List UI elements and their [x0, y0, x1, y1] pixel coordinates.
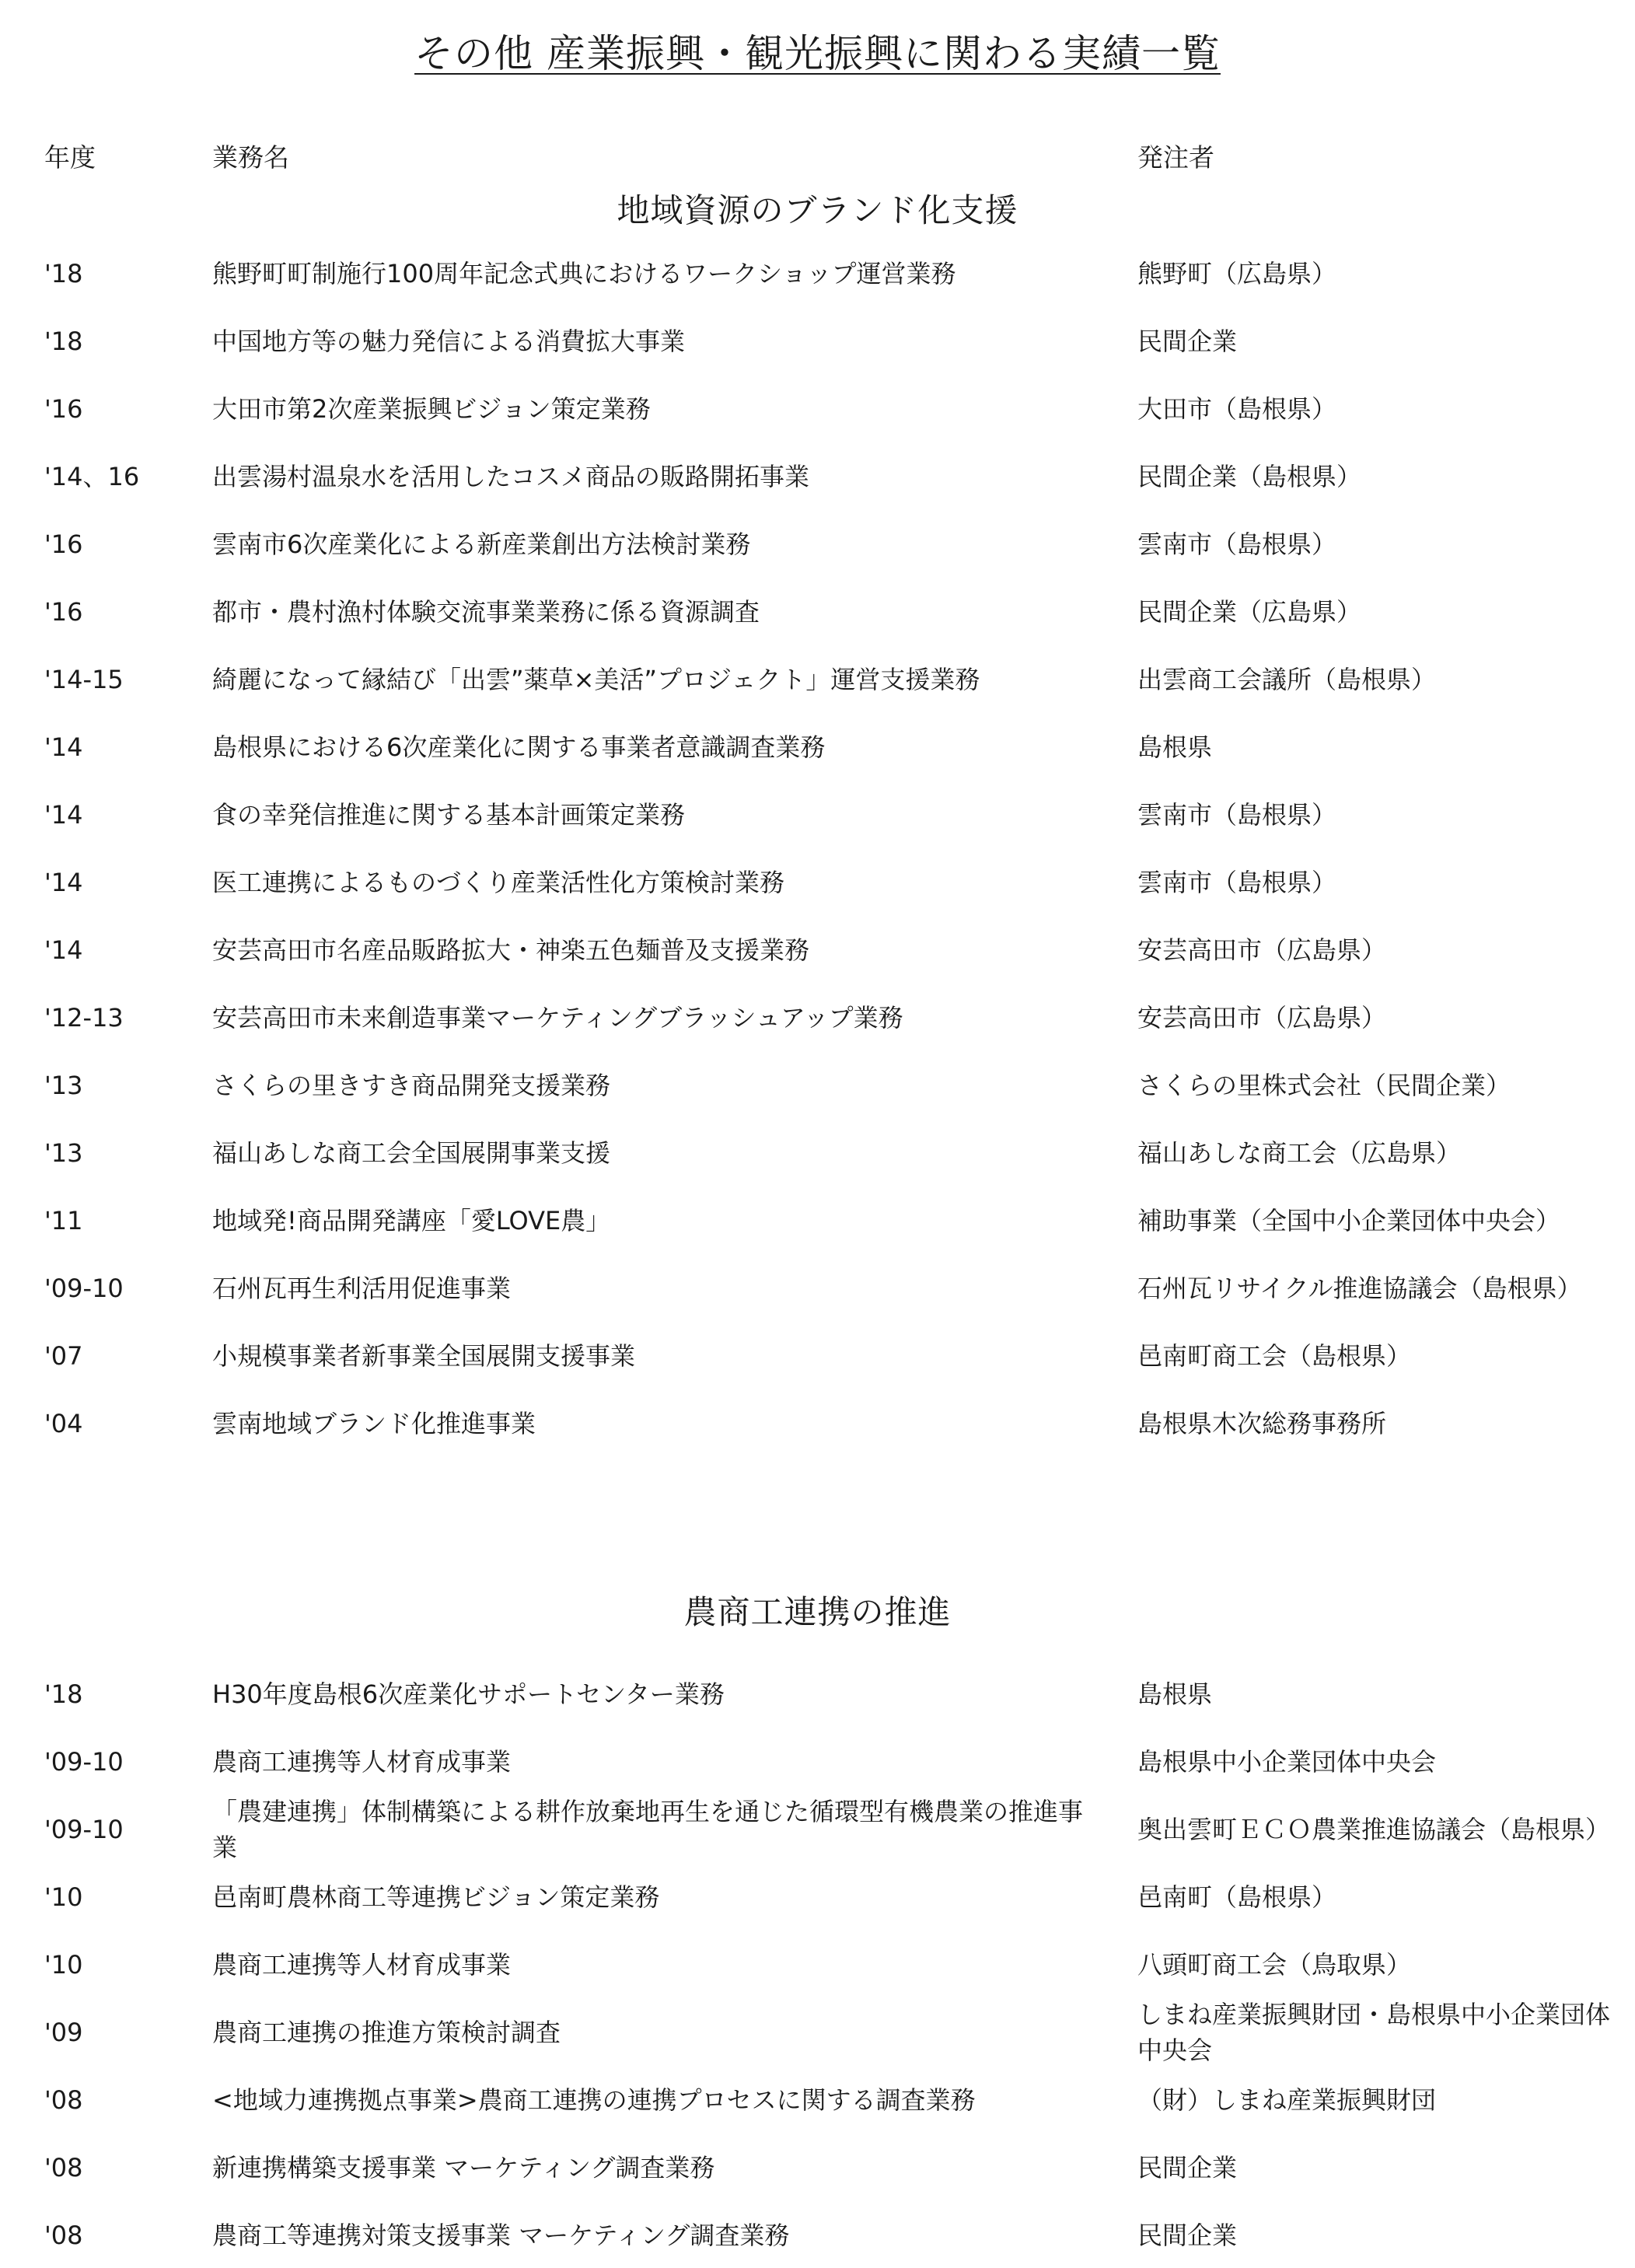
cell-task: 農商工等連携対策支援事業 マーケティング調査業務: [212, 2221, 790, 2250]
cell-year: '10: [44, 1950, 83, 1980]
cell-task: 小規模事業者新事業全国展開支援事業: [212, 1341, 636, 1371]
cell-client: 邑南町（島根県）: [1137, 1882, 1337, 1912]
table-row: [0, 581, 1635, 643]
cell-client: 安芸高田市（広島県）: [1137, 935, 1387, 965]
cell-year: '16: [44, 529, 83, 559]
cell-year: '16: [44, 597, 83, 627]
cell-client: 熊野町（広島県）: [1137, 259, 1337, 288]
cell-client: 出雲商工会議所（島根県）: [1137, 665, 1437, 694]
table-row: [0, 716, 1635, 778]
cell-task: 安芸高田市名産品販路拡大・神楽五色麺普及支援業務: [212, 935, 810, 965]
cell-year: '07: [44, 1341, 83, 1371]
cell-task: 福山あしな商工会全国展開事業支援: [212, 1138, 611, 1168]
cell-client: 安芸高田市（広島県）: [1137, 1003, 1387, 1033]
table-row: [0, 2204, 1635, 2266]
cell-year: '14: [44, 732, 83, 762]
cell-client: 民間企業: [1137, 2153, 1238, 2182]
cell-client: 雲南市（島根県）: [1137, 868, 1337, 897]
cell-year: '10: [44, 1882, 83, 1912]
cell-year: '04: [44, 1409, 83, 1438]
cell-client: 民間企業（広島県）: [1137, 597, 1362, 627]
cell-year: '14: [44, 800, 83, 830]
table-row: [0, 919, 1635, 981]
table-row: [0, 1731, 1635, 1793]
table-row: [0, 1663, 1635, 1725]
table-row: [0, 1934, 1635, 1996]
cell-client: さくらの里株式会社（民間企業）: [1137, 1071, 1511, 1100]
cell-task: 新連携構築支援事業 マーケティング調査業務: [212, 2153, 715, 2182]
table-row: [0, 1122, 1635, 1184]
cell-year: '18: [44, 259, 83, 288]
cell-task: 地域発!商品開発講座「愛LOVE農」: [212, 1206, 611, 1235]
cell-year: '08: [44, 2221, 83, 2250]
cell-year: '14-15: [44, 665, 124, 694]
cell-year: '09-10: [44, 1747, 124, 1777]
cell-task: 出雲湯村温泉水を活用したコスメ商品の販路開拓事業: [212, 462, 810, 491]
cell-task: 雲南市6次産業化による新産業創出方法検討業務: [212, 529, 751, 559]
table-row: [0, 2069, 1635, 2131]
section-title: 農商工連携の推進: [683, 1593, 952, 1631]
cell-client: 民間企業（島根県）: [1137, 462, 1362, 491]
cell-year: '11: [44, 1206, 83, 1235]
section-title: 地域資源のブランド化支援: [617, 191, 1018, 229]
cell-client: 雲南市（島根県）: [1137, 529, 1337, 559]
header-task: 業務名: [212, 142, 289, 173]
table-row: [0, 1866, 1635, 1928]
table-row: [0, 1190, 1635, 1252]
cell-year: '08: [44, 2153, 83, 2182]
cell-task: 「農建連携」体制構築による耕作放棄地再生を通じた循環型有機農業の推進事業: [212, 1797, 1084, 1862]
cell-task: 雲南地域ブランド化推進事業: [212, 1409, 536, 1438]
cell-client: 島根県: [1137, 732, 1213, 762]
cell-client: 島根県中小企業団体中央会: [1137, 1747, 1437, 1777]
table-row: [0, 784, 1635, 846]
cell-year: '09-10: [44, 1274, 124, 1303]
cell-year: '09-10: [44, 1815, 124, 1844]
cell-client: 奥出雲町ＥＣＯ農業推進協議会（島根県）: [1137, 1815, 1611, 1844]
table-row: [0, 1054, 1635, 1117]
cell-task: 中国地方等の魅力発信による消費拡大事業: [212, 327, 686, 356]
cell-task: 安芸高田市未来創造事業マーケティングブラッシュアップ業務: [212, 1003, 903, 1033]
cell-task: H30年度島根6次産業化サポートセンター業務: [212, 1679, 725, 1709]
cell-client: 補助事業（全国中小企業団体中央会）: [1137, 1206, 1561, 1235]
table-row: [0, 2001, 1635, 2064]
cell-client: 島根県: [1137, 1679, 1213, 1709]
cell-year: '18: [44, 327, 83, 356]
cell-year: '16: [44, 394, 83, 424]
cell-year: '13: [44, 1138, 83, 1168]
header-client: 発注者: [1137, 142, 1214, 173]
cell-year: '13: [44, 1071, 83, 1100]
table-row: [0, 243, 1635, 305]
table-row: [0, 987, 1635, 1049]
table-row: [0, 1325, 1635, 1387]
cell-client: 大田市（島根県）: [1137, 394, 1337, 424]
cell-client: 民間企業: [1137, 2221, 1238, 2250]
cell-client: 雲南市（島根県）: [1137, 800, 1337, 830]
cell-year: '09: [44, 2018, 83, 2047]
cell-year: '14、16: [44, 462, 140, 491]
cell-client: 八頭町商工会（鳥取県）: [1137, 1950, 1412, 1980]
table-row: [0, 378, 1635, 440]
table-row: [0, 648, 1635, 711]
cell-year: '12-13: [44, 1003, 124, 1033]
cell-year: '08: [44, 2085, 83, 2115]
table-row: [0, 310, 1635, 372]
cell-task: 農商工連携等人材育成事業: [212, 1950, 512, 1980]
cell-client: しまね産業振興財団・島根県中小企業団体中央会: [1137, 2000, 1611, 2065]
header-year: 年度: [44, 142, 96, 173]
cell-year: '14: [44, 868, 83, 897]
cell-task: さくらの里きすき商品開発支援業務: [212, 1071, 611, 1100]
cell-client: 福山あしな商工会（広島県）: [1137, 1138, 1462, 1168]
table-row: [0, 1257, 1635, 1319]
cell-client: 石州瓦リサイクル推進協議会（島根県）: [1137, 1274, 1582, 1303]
cell-task: 島根県における6次産業化に関する事業者意識調査業務: [212, 732, 826, 762]
cell-year: '14: [44, 935, 83, 965]
cell-task: <地域力連携拠点事業>農商工連携の連携プロセスに関する調査業務: [212, 2085, 976, 2115]
cell-task: 石州瓦再生利活用促進事業: [212, 1274, 512, 1303]
cell-task: 熊野町町制施行100周年記念式典におけるワークショップ運営業務: [212, 259, 956, 288]
cell-task: 食の幸発信推進に関する基本計画策定業務: [212, 800, 686, 830]
table-row: [0, 2137, 1635, 2199]
table-row: [0, 1798, 1635, 1861]
table-row: [0, 446, 1635, 508]
cell-task: 医工連携によるものづくり産業活性化方策検討業務: [212, 868, 785, 897]
table-row: [0, 851, 1635, 914]
cell-task: 農商工連携の推進方策検討調査: [212, 2018, 561, 2047]
cell-task: 農商工連携等人材育成事業: [212, 1747, 512, 1777]
column-header-row: [0, 138, 1635, 177]
table-row: [0, 513, 1635, 575]
cell-client: 邑南町商工会（島根県）: [1137, 1341, 1412, 1371]
cell-client: 島根県木次総務事務所: [1137, 1409, 1387, 1438]
cell-client: （財）しまね産業振興財団: [1137, 2085, 1437, 2115]
cell-client: 民間企業: [1137, 327, 1238, 356]
cell-task: 綺麗になって縁結び「出雲”薬草×美活”プロジェクト」運営支援業務: [212, 665, 980, 694]
cell-task: 大田市第2次産業振興ビジョン策定業務: [212, 394, 651, 424]
page-title: その他 産業振興・観光振興に関わる実績一覧: [414, 31, 1221, 76]
cell-task: 邑南町農林商工等連携ビジョン策定業務: [212, 1882, 660, 1912]
cell-task: 都市・農村漁村体験交流事業業務に係る資源調査: [212, 597, 760, 627]
table-row: [0, 1393, 1635, 1455]
cell-year: '18: [44, 1679, 83, 1709]
